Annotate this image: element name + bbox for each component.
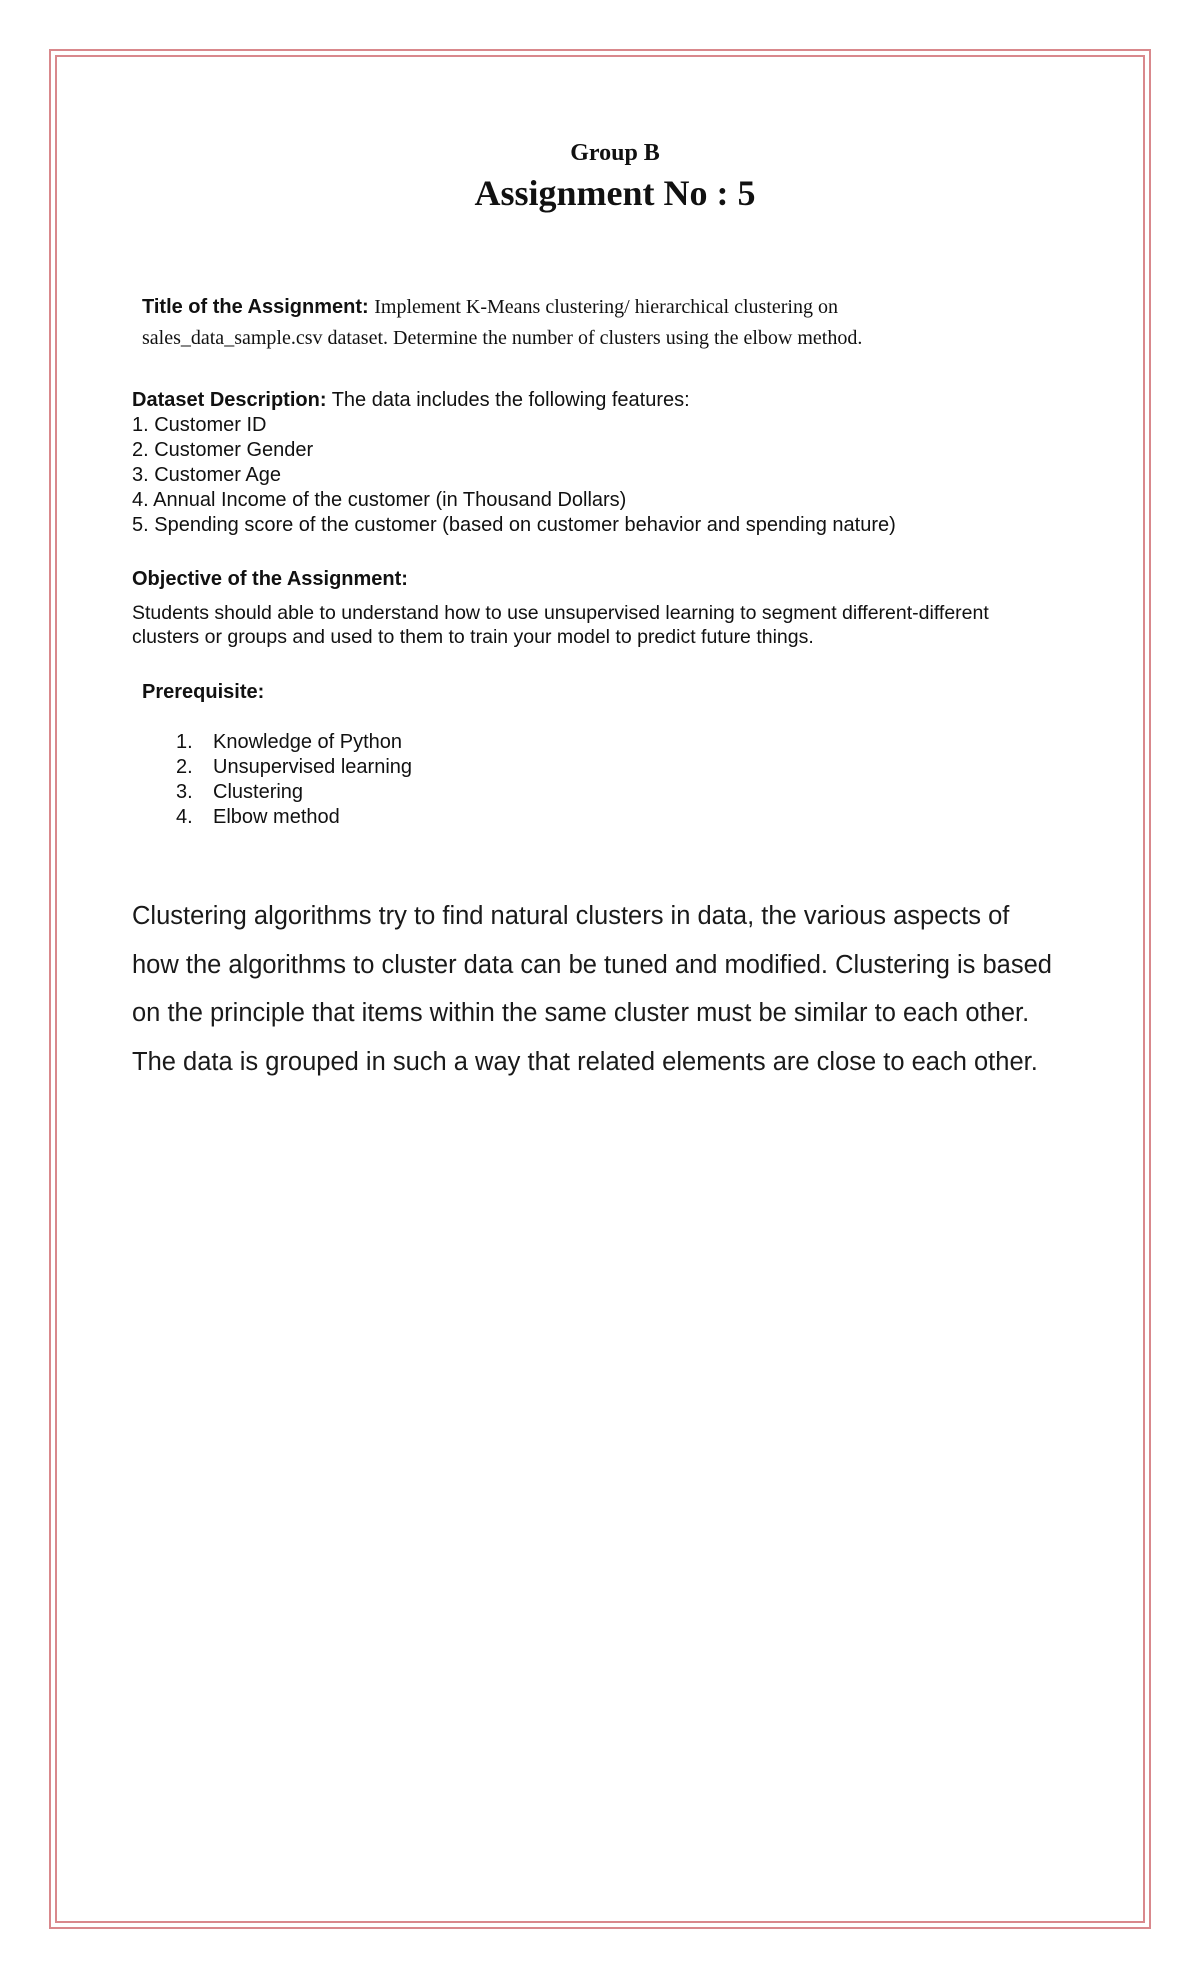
- list-item: 5. Spending score of the customer (based on customer behavior and spending nature): [132, 514, 896, 536]
- clustering-paragraph: [132, 892, 1092, 1086]
- prerequisite-list: [176, 730, 412, 830]
- list-text: Elbow method: [213, 806, 340, 828]
- dataset-feature-list: [132, 413, 1092, 538]
- list-item: [176, 780, 412, 805]
- list-text: Knowledge of Python: [213, 731, 403, 753]
- list-item: [176, 730, 412, 755]
- paragraph-line: Clustering algorithms try to find natural clusters in data, the various aspects of: [132, 902, 1010, 930]
- list-number: 3.: [176, 781, 193, 803]
- prerequisite-label: Prerequisite:: [142, 681, 265, 703]
- objective-line2: clusters or groups and used to them to train your model to predict future things.: [132, 626, 814, 648]
- list-item: 4. Annual Income of the customer (in Thousand Dollars): [132, 489, 627, 511]
- assignment-title-block: [142, 292, 1062, 354]
- list-number: 4.: [176, 806, 193, 828]
- dataset-description: [132, 388, 1092, 538]
- assignment-title-text-line1: Implement K-Means clustering/ hierarchical clustering on: [374, 296, 838, 318]
- objective-line1: Students should able to understand how to use unsupervised learning to segment different-different: [132, 602, 989, 624]
- list-item: [176, 755, 412, 780]
- assignment-title-label: Title of the Assignment:: [142, 296, 369, 318]
- list-number: 2.: [176, 756, 193, 778]
- list-item: 2. Customer Gender: [132, 439, 314, 461]
- dataset-description-intro: The data includes the following features:: [331, 389, 690, 411]
- list-item: [176, 805, 412, 830]
- list-number: 1.: [176, 731, 193, 753]
- list-text: Clustering: [213, 781, 304, 803]
- list-item: 1. Customer ID: [132, 414, 267, 436]
- objective-label: Objective of the Assignment:: [132, 568, 408, 590]
- list-item: 3. Customer Age: [132, 464, 281, 486]
- assignment-heading: Assignment No : 5: [474, 173, 756, 213]
- group-heading: Group B: [570, 140, 660, 166]
- paragraph-line: how the algorithms to cluster data can be tuned and modified. Clustering is based: [132, 950, 1052, 979]
- objective-text: [132, 601, 1092, 649]
- paragraph-line: on the principle that items within the same cluster must be similar to each other.: [132, 999, 1030, 1027]
- assignment-title-text-line2: sales_data_sample.csv dataset. Determine the number of clusters using the elbow method.: [142, 327, 863, 349]
- dataset-description-label: Dataset Description:: [132, 389, 327, 411]
- paragraph-line: The data is grouped in such a way that related elements are close to each other.: [132, 1047, 1038, 1076]
- list-text: Unsupervised learning: [213, 756, 413, 778]
